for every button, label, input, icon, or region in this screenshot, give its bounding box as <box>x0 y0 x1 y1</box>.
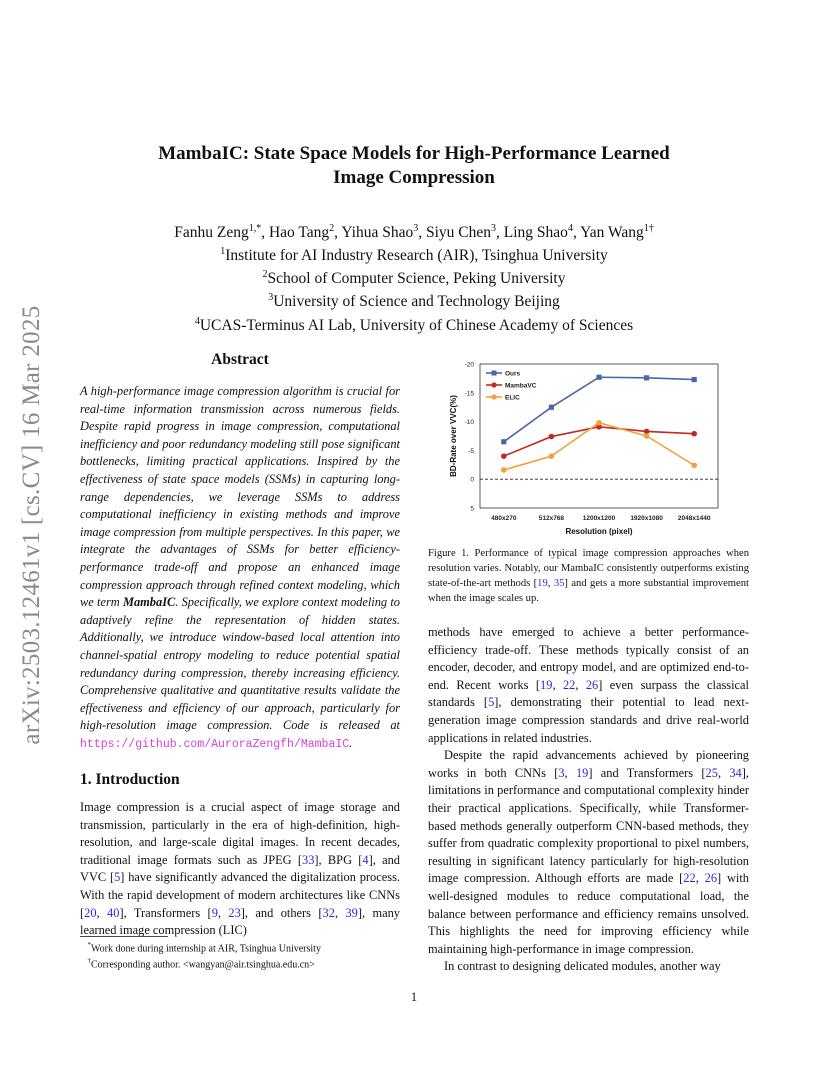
arxiv-identifier: arXiv:2503.12461v1 [cs.CV] 16 Mar 2025 <box>18 305 45 745</box>
affiliation-sup: 2 <box>262 269 268 281</box>
citation-link[interactable]: 5 <box>488 695 495 710</box>
x-tick-label: 2048x1440 <box>677 515 711 522</box>
citation-link[interactable]: 26 <box>585 677 599 692</box>
footnotes <box>80 939 400 972</box>
citation-link[interactable]: 19 <box>575 765 589 780</box>
author-sup: 1† <box>643 223 654 234</box>
citation-link[interactable]: 22 <box>562 677 576 692</box>
author-name: Yihua Shao <box>341 224 414 242</box>
y-tick-label: -5 <box>468 447 474 455</box>
author-name: Siyu Chen <box>426 224 492 242</box>
abstract-text: . <box>349 735 353 750</box>
x-axis-label: Resolution (pixel) <box>565 527 633 536</box>
affiliation <box>100 288 728 311</box>
y-tick-label: -20 <box>464 361 474 369</box>
affiliation-sup: 1 <box>220 246 226 258</box>
right-column-body <box>428 624 749 976</box>
y-tick-label: -15 <box>464 390 474 398</box>
citation-link[interactable]: 19 <box>537 578 548 589</box>
data-point-ours <box>644 375 649 380</box>
data-point-elic <box>501 467 507 473</box>
legend-marker <box>491 382 496 387</box>
citation-link[interactable]: 22 <box>683 871 696 886</box>
citation-link[interactable]: 25 <box>705 765 718 780</box>
author-sup: 3 <box>491 223 497 234</box>
author-sup: 3 <box>413 223 419 234</box>
author-name: Ling Shao <box>503 224 568 242</box>
abstract-text: A high-performance image compression algorithm is crucial for real-time information transmission across numerous fields. Despite rapid progress in image compression, computational inefficiency and poor redundancy modeling still pose significant bottlenecks, limiting practical applications. Inspired by the effectiveness of state space models (SSMs) in capturing long-range dependencies, we leverage SSMs to address computational inefficiency in existing methods and improve image compression from multiple perspectives. In this paper, we integrate the advantages of SSMs for better efficiency-performance trade-off and propose an enhanced image compression approach through refined context modeling, which we term <box>80 384 400 610</box>
footnote: †Corresponding author. <wangyan@air.tsinghua.edu.cn> <box>87 957 315 971</box>
legend-label: ELIC <box>505 394 520 402</box>
citation-link[interactable]: 39 <box>345 905 358 920</box>
legend-label: Ours <box>505 370 521 378</box>
footnote-divider <box>80 936 168 937</box>
affiliation <box>100 242 728 265</box>
page-number: 1 <box>410 990 418 1004</box>
data-point-ours <box>692 377 697 382</box>
x-tick-label: 512x768 <box>538 515 565 522</box>
data-point-ours <box>501 439 506 444</box>
citation-link[interactable]: 33 <box>302 852 315 867</box>
affiliation-text: School of Computer Science, Peking University <box>267 270 566 288</box>
citation-link[interactable]: 40 <box>107 905 120 920</box>
paragraph: methods have emerged to achieve a better performance-efficiency trade-off. These methods typically consist of an encoder, decoder, and entropy model, and are optimized end-to-end. Recent works [19, 22, 26] even surpass the classical standards [5], demonstrating their potential to lead next-generation image compression standards and drive real-world applications in related industries. <box>428 625 749 745</box>
figure-1-chart <box>428 356 748 540</box>
affiliation-sup: 3 <box>268 292 274 304</box>
abstract-heading: Abstract <box>211 351 269 368</box>
series-line-elic <box>504 423 694 470</box>
legend-marker <box>491 394 496 399</box>
affiliation-text: UCAS-Terminus AI Lab, University of Chinese Academy of Sciences <box>199 316 634 334</box>
citation-link[interactable]: 5 <box>114 870 121 885</box>
x-tick-label: 1920x1080 <box>630 515 663 522</box>
abstract-method-name: MambaIC <box>122 595 176 610</box>
abstract-text: . Specifically, we explore context modeling to adaptively refine the representation of hidden states. Additionally, we introduce window-based local attention into channel-spatial entropy modeling to reduce potential spatial redundancy during compression, thereby increasing efficiency. Comprehensive qualitative and quantitative results validate the effectiveness and efficiency of our approach, particularly for high-resolution image compression. Code is released at <box>80 595 400 733</box>
author-sup: 2 <box>329 223 335 234</box>
y-tick-label: -10 <box>464 419 474 427</box>
data-point-mambavc <box>691 431 697 437</box>
citation-link[interactable]: 20 <box>84 905 97 920</box>
data-point-ours <box>549 405 554 410</box>
data-point-elic <box>644 433 650 439</box>
figure-caption: Figure 1. Performance of typical image compression approaches when resolution varies. Notably, our MambaIC consistently outperforms existing state-of-the-art methods [19, 35] and gets a more substantial improvement when the image scales up. <box>428 548 749 604</box>
paragraph: Despite the rapid advancements achieved by pioneering works in both CNNs [3, 19] and Transformers [25, 34], limitations in performance and computational complexity hinder their practical applications. Specifically, while Transformer-based methods generally outperform CNN-based methods, they suffer from quadratic complexity proportional to pixel numbers, resulting in significant latency particularly for high-resolution image compression. Although efforts are made [22, 26] with well-designed modules to reduce computational load, the balance between performance and efficiency remains unsolved. This highlights the need for improving efficiency while maintaining high-performance in image compression. <box>428 748 749 956</box>
author-block <box>100 219 728 335</box>
author-name: Fanhu Zeng <box>174 224 249 242</box>
x-tick-label: 1200x1200 <box>582 515 616 522</box>
citation-link[interactable]: 32 <box>322 905 335 920</box>
data-point-elic <box>596 420 602 426</box>
series-line-mambavc <box>504 427 694 456</box>
y-axis-label: BD-Rate over VVC(%) <box>449 395 458 477</box>
citation-link[interactable]: 4 <box>362 852 369 867</box>
code-link[interactable]: https://github.com/AuroraZengfh/MambaIC <box>80 737 350 751</box>
citation-link[interactable]: 3 <box>558 765 565 780</box>
citation-link[interactable]: 34 <box>729 765 742 780</box>
data-point-elic <box>549 453 555 459</box>
author-sup: 4 <box>567 223 573 234</box>
data-point-mambavc <box>549 434 555 440</box>
legend-marker <box>492 371 497 376</box>
legend-label: MambaVC <box>505 382 537 390</box>
affiliation <box>100 312 728 335</box>
arxiv-sidebar-stamp <box>12 290 52 760</box>
author-name: Hao Tang <box>268 224 330 242</box>
affiliation <box>100 265 728 288</box>
title-line-1: MambaIC: State Space Models for High-Performance Learned <box>158 143 670 164</box>
title-line-2: Image Compression <box>333 167 495 188</box>
citation-link[interactable]: 19 <box>540 677 553 692</box>
introduction-body: Image compression is a crucial aspect of image storage and transmission, particularly in the era of high-definition, high-resolution, and large-scale digital images. In recent decades, traditional image formats such as JPEG [33], BPG [4], and VVC [5] have significantly advanced the digitalization process. With the rapid development of modern architectures like CNNs [20, 40], Transformers [9, 23], and others [32, 39], many learned image compression (LIC) <box>80 800 401 938</box>
citation-link[interactable]: 35 <box>553 578 565 589</box>
paper-title <box>100 142 728 190</box>
data-point-mambavc <box>501 453 507 459</box>
author-sup: 1,* <box>248 223 262 234</box>
citation-link[interactable]: 9 <box>211 905 218 920</box>
data-point-elic <box>691 463 697 469</box>
citation-link[interactable]: 26 <box>704 871 718 886</box>
author-list: Fanhu Zeng$^{1,*}$, Hao Tang$^2$, Yihua Shao$^3$, Siyu Chen$^3$, Ling Shao$^4$, Yan Wang$^{1\dagger}$ <box>174 223 654 242</box>
author-name: Yan Wang <box>580 224 644 242</box>
section-heading-introduction: 1. Introduction <box>80 771 180 788</box>
affiliation-text: Institute for AI Industry Research (AIR), Tsinghua University <box>225 247 608 265</box>
affiliation-text: University of Science and Technology Beijing <box>273 293 560 311</box>
footnote: *Work done during internship at AIR, Tsinghua University <box>87 941 321 955</box>
y-tick-label: 5 <box>470 505 474 513</box>
x-tick-label: 480x270 <box>491 515 517 522</box>
y-tick-label: 0 <box>470 476 474 484</box>
abstract-body <box>80 383 400 753</box>
data-point-ours <box>596 375 601 380</box>
affiliation-sup: 4 <box>194 315 200 327</box>
paragraph: In contrast to designing delicated modules, another way <box>444 959 721 974</box>
citation-link[interactable]: 23 <box>228 905 241 920</box>
